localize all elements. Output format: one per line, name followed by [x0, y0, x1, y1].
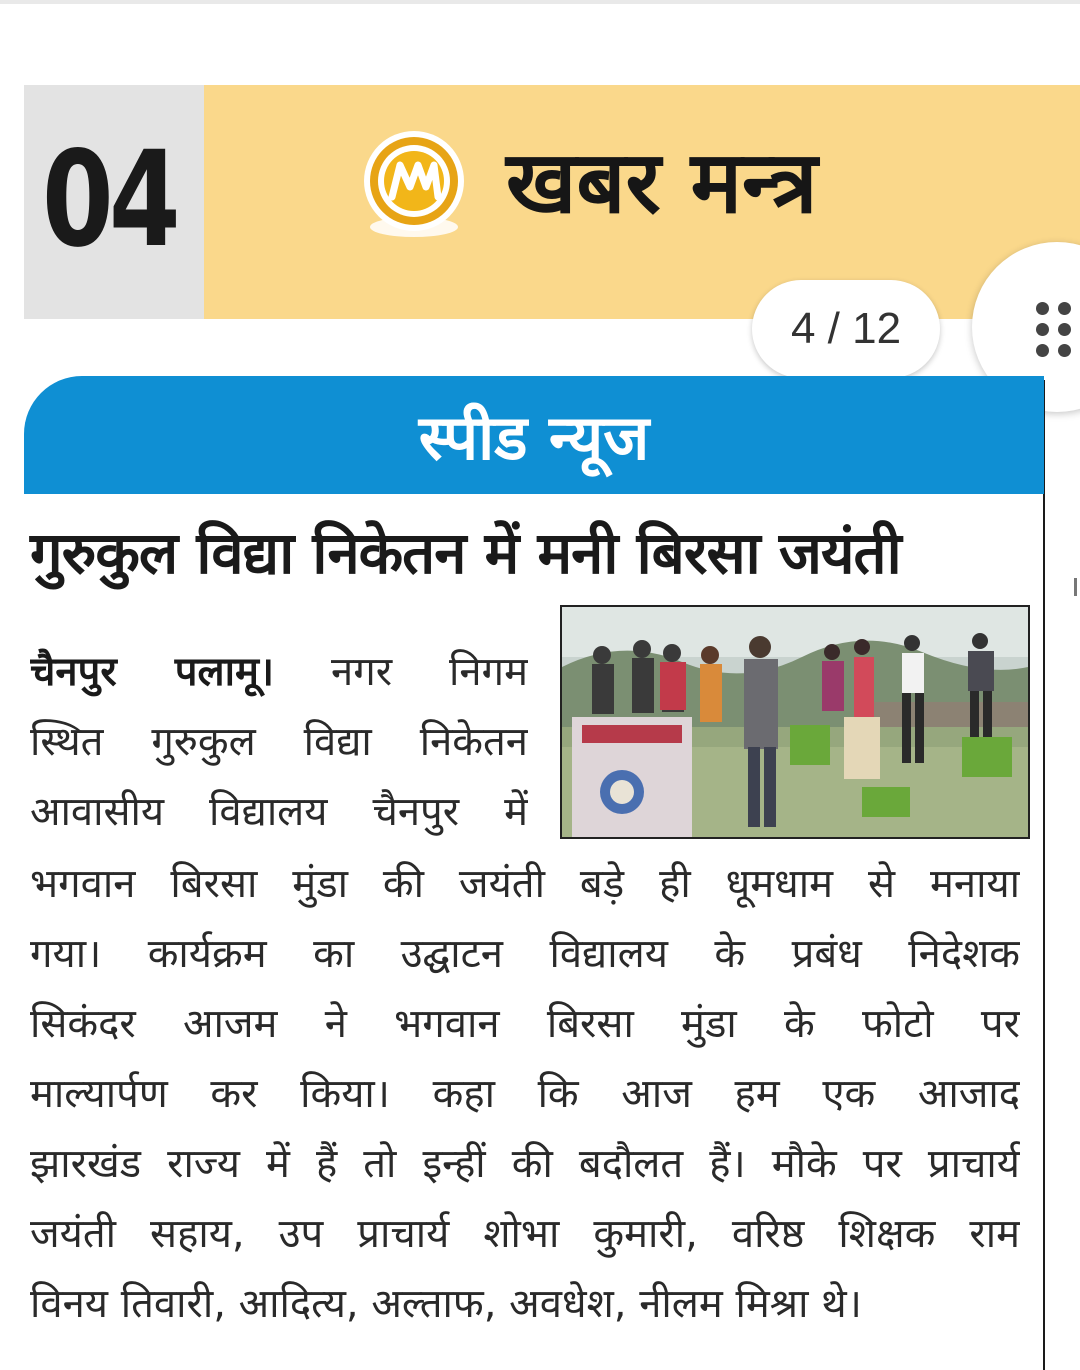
page-counter: 4 / 12	[752, 280, 940, 378]
column-rule	[1043, 380, 1045, 1370]
body-line: विनय तिवारी, आदित्य, अल्ताफ, अवधेश, नीलम मिश्रा थे।	[30, 1281, 862, 1327]
body-line: गया। कार्यक्रम का उद्घाटन विद्यालय के प्रबंध निदेशक	[30, 931, 1020, 977]
article-dateline: चैनपुर पलामू।	[30, 649, 275, 695]
body-line: माल्यार्पण कर किया। कहा कि आज हम एक आजाद	[30, 1071, 1020, 1117]
masthead	[24, 85, 1080, 319]
body-line: सिकंदर आजम ने भगवान बिरसा मुंडा के फोटो पर	[30, 1001, 1020, 1047]
event-photo	[560, 605, 1030, 839]
more-dots-icon[interactable]	[1036, 302, 1076, 358]
section-band	[24, 376, 1044, 494]
khabar-mantra-logo-icon	[352, 129, 476, 241]
article-body-wide	[30, 849, 1020, 1339]
section-title: स्पीड न्यूज	[418, 401, 650, 474]
body-line: स्थित गुरुकुल विद्या निकेतन	[30, 719, 528, 765]
top-divider	[0, 0, 1080, 4]
body-line	[30, 637, 528, 707]
body-line: आवासीय विद्यालय चैनपुर में	[30, 789, 528, 835]
article-body-narrow	[30, 637, 528, 847]
article-headline: गुरुकुल विद्या निकेतन में मनी बिरसा जयंती	[30, 519, 901, 587]
body-line: जयंती सहाय, उप प्राचार्य शोभा कुमारी, वरिष्ठ शिक्षक राम	[30, 1211, 1020, 1257]
body-line: भगवान बिरसा मुंडा की जयंती बड़े ही धूमधाम से मनाया	[30, 861, 1020, 907]
page-number: 04	[42, 123, 176, 277]
brand-name: खबर मन्त्र	[506, 133, 818, 233]
body-line-rest: नगर निगम	[331, 649, 528, 695]
column-tick	[1074, 578, 1077, 596]
body-line: झारखंड राज्य में हैं तो इन्हीं की बदौलत हैं। मौके पर प्राचार्य	[30, 1141, 1020, 1187]
page-number-box	[24, 85, 204, 319]
